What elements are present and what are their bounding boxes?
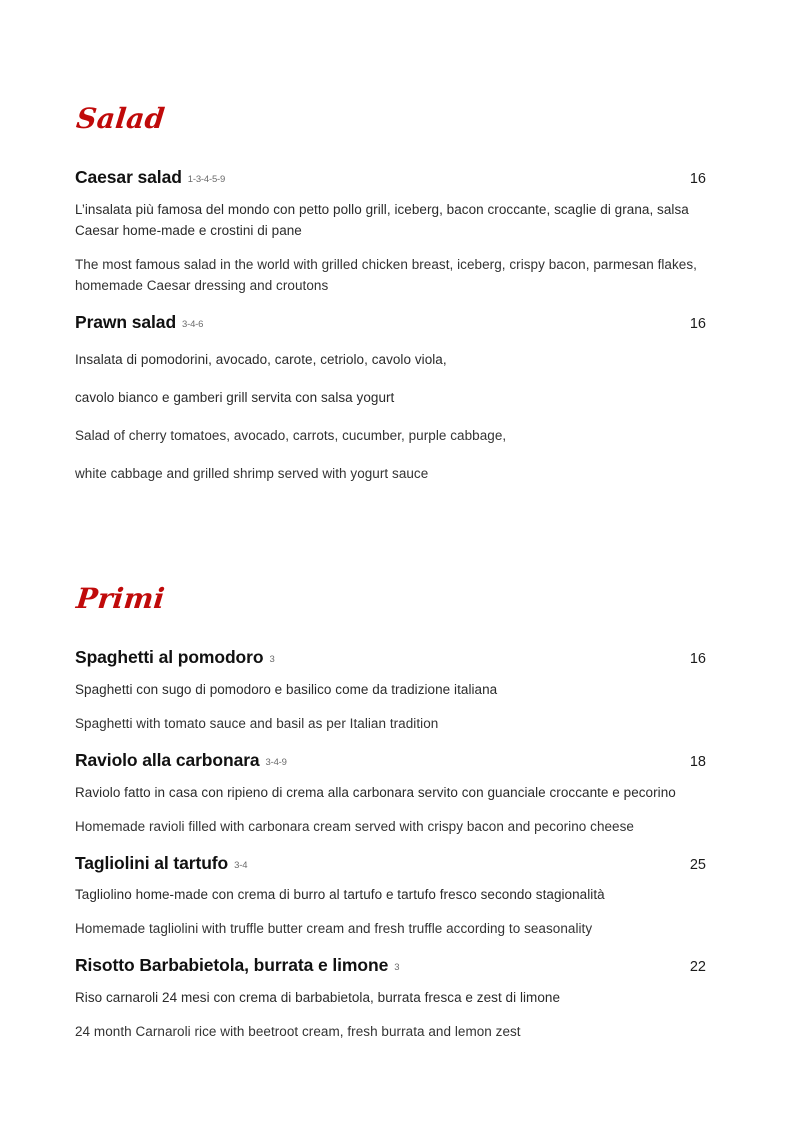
menu-item-name-group xyxy=(75,955,399,977)
menu-item[interactable] xyxy=(75,853,706,941)
menu-item-price: 22 xyxy=(689,959,706,976)
menu-item-header xyxy=(75,955,706,977)
menu-item-name-group xyxy=(75,167,225,189)
menu-item-description-it: Tagliolino home-made con crema di burro al tartufo e tartufo fresco secondo stagionalità xyxy=(75,887,605,903)
menu-item-header xyxy=(75,750,706,772)
menu-item-name: Prawn salad xyxy=(75,311,177,332)
menu-item[interactable] xyxy=(75,167,706,297)
menu-item-description-en: white cabbage and grilled shrimp served with yogurt sauce xyxy=(75,466,429,482)
menu-item-price: 25 xyxy=(689,856,706,873)
menu-item-allergens: 3-4-9 xyxy=(265,756,287,768)
menu-item-description-en: The most famous salad in the world with grilled chicken breast, iceberg, crispy bacon, parmesan flakes, homemade Caesar dressing and croutons xyxy=(75,256,697,293)
menu-section-primi xyxy=(74,582,706,1043)
menu-item-description-en: Salad of cherry tomatoes, avocado, carrots, cucumber, purple cabbage, xyxy=(75,428,507,444)
menu-item-description-it: L’insalata più famosa del mondo con petto pollo grill, iceberg, bacon croccante, scaglie di grana, salsa Caesar home-made e crostini di pane xyxy=(75,201,689,238)
menu-item-description-en: Spaghetti with tomato sauce and basil as per Italian tradition xyxy=(75,715,439,731)
section-title-salad: Salad xyxy=(74,102,167,135)
menu-item-price: 18 xyxy=(689,753,706,770)
menu-item-description-it: Raviolo fatto in casa con ripieno di crema alla carbonara servito con guanciale croccante e pecorino xyxy=(75,784,676,800)
menu-item-name-group xyxy=(75,750,287,772)
menu-item[interactable] xyxy=(75,750,706,838)
menu-item-description-en: Homemade tagliolini with truffle butter cream and fresh truffle according to seasonality xyxy=(75,921,593,937)
menu-item-allergens: 1-3-4-5-9 xyxy=(187,174,226,185)
menu-item-description-en: Homemade ravioli filled with carbonara cream served with crispy bacon and pecorino cheese xyxy=(75,818,634,834)
menu-item-description-it: Riso carnaroli 24 mesi con crema di barbabietola, burrata fresca e zest di limone xyxy=(75,990,561,1006)
menu-item-description-it: Spaghetti con sugo di pomodoro e basilico come da tradizione italiana xyxy=(75,682,498,697)
menu-item-price: 16 xyxy=(689,315,706,332)
section-title-primi: Primi xyxy=(74,582,167,616)
menu-item-name: Risotto Barbabietola, burrata e limone xyxy=(75,955,389,976)
menu-item-name: Spaghetti al pomodoro xyxy=(75,647,264,668)
menu-item-name: Caesar salad xyxy=(75,167,182,187)
menu-item-name-group xyxy=(75,853,247,875)
menu-item[interactable] xyxy=(75,647,706,735)
menu-item-list-salad xyxy=(75,167,706,485)
menu-item-allergens: 3 xyxy=(269,654,275,666)
menu-item-list-primi xyxy=(75,647,706,1043)
menu-item-header xyxy=(75,312,706,334)
menu-item-price: 16 xyxy=(689,651,706,668)
menu-item[interactable] xyxy=(75,955,706,1043)
menu-item-description-it: cavolo bianco e gamberi grill servita con salsa yogurt xyxy=(75,390,395,406)
menu-item-description-it: Insalata di pomodorini, avocado, carote, cetriolo, cavolo viola, xyxy=(75,352,447,368)
menu-item-header xyxy=(75,167,706,189)
menu-section-salad xyxy=(75,0,706,485)
menu-item-allergens: 3-4-6 xyxy=(182,318,204,330)
menu-item-header xyxy=(75,647,706,669)
menu-item-allergens: 3-4 xyxy=(234,859,248,871)
menu-item-name-group xyxy=(75,312,203,334)
menu-item-name: Raviolo alla carbonara xyxy=(75,749,260,770)
menu-item-name: Tagliolini al tartufo xyxy=(75,852,229,873)
menu-item[interactable] xyxy=(75,312,706,486)
menu-item-description-en: 24 month Carnaroli rice with beetroot cream, fresh burrata and lemon zest xyxy=(75,1024,521,1040)
menu-item-price: 16 xyxy=(689,171,706,187)
menu-item-name-group xyxy=(75,647,275,669)
menu-item-header xyxy=(75,853,706,875)
menu-item-allergens: 3 xyxy=(394,962,400,974)
